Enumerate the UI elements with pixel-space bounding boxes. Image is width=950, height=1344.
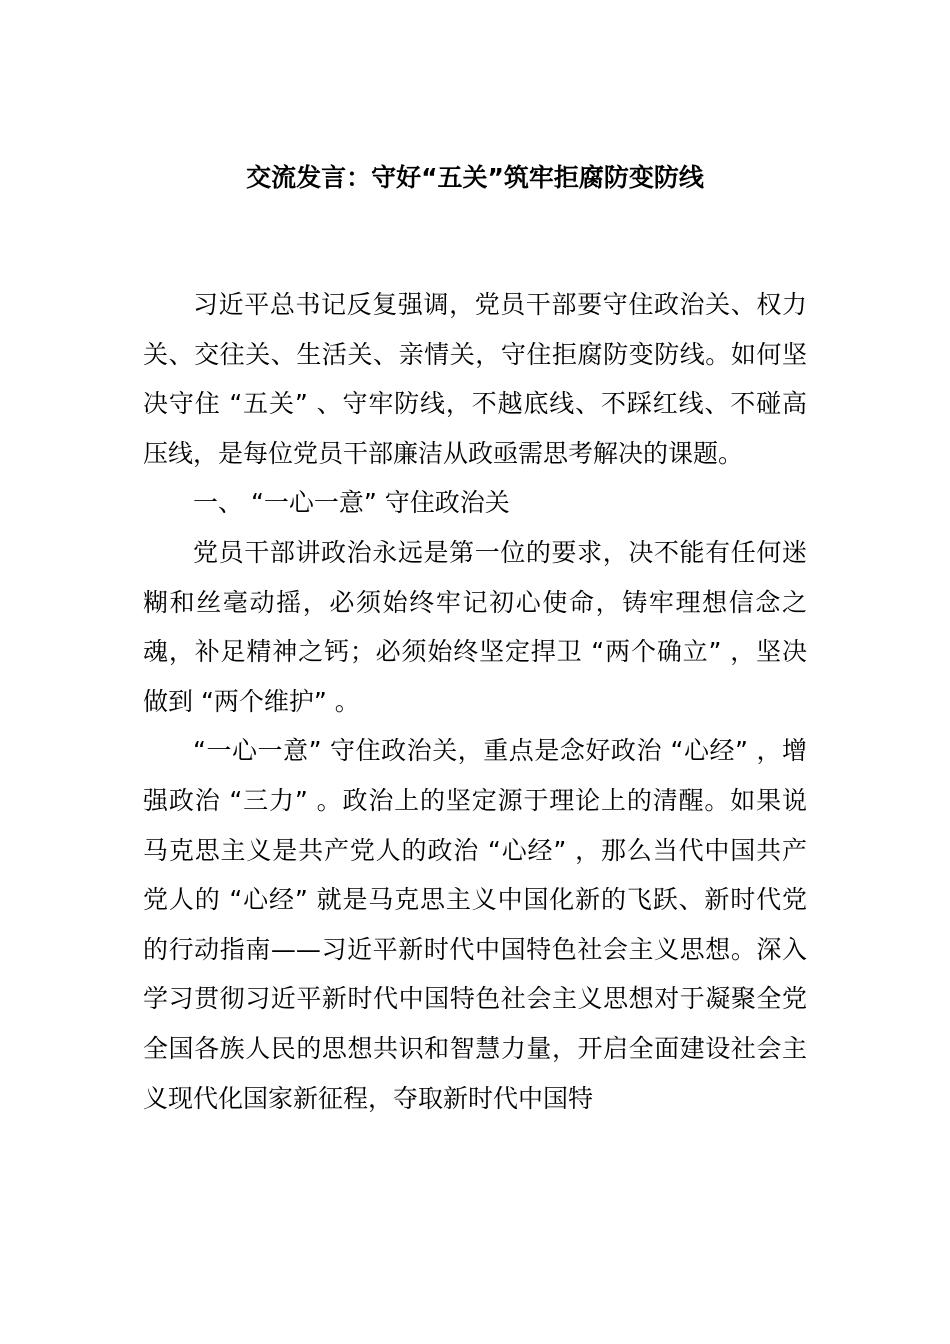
paragraph-political-requirement: 党员干部讲政治永远是第一位的要求，决不能有任何迷糊和丝毫动摇，必须始终牢记初心使命，铸牢理想信念之魂，补足精神之钙；必须始终坚定捍卫 “两个确立” ，坚决做到 “两个维护” 。 xyxy=(143,537,807,716)
paragraph-heart-sutra: “一心一意” 守住政治关，重点是念好政治 “心经” ，增强政治 “三力” 。政治上的坚定源于理论上的清醒。如果说马克思主义是共产党人的政治 “心经” ，那么当代中国共产党人的 “心经” 就是马克思主义中国化新的飞跃、新时代党的行动指南——习近平新时代中国特色社会主义思想。深入学习贯彻习近平新时代中国特色社会主义思想对于凝聚全党全国各族人民的思想共识和智慧力量，开启全面建设社会主义现代化国家新征程，夺取新时代中国特 xyxy=(143,736,807,1113)
paragraph-intro: 习近平总书记反复强调，党员干部要守住政治关、权力关、交往关、生活关、亲情关，守住拒腐防变防线。如何坚决守住 “五关” 、守牢防线，不越底线、不踩红线、不碰高压线，是每位党员干部廉洁从政亟需思考解决的课题。 xyxy=(143,290,807,468)
section-heading-1: 一、 “一心一意” 守住政治关 xyxy=(193,488,510,518)
document-body xyxy=(143,280,807,1123)
document-title: 交流发言：守好“五关”筑牢拒腐防变防线 xyxy=(246,163,704,192)
